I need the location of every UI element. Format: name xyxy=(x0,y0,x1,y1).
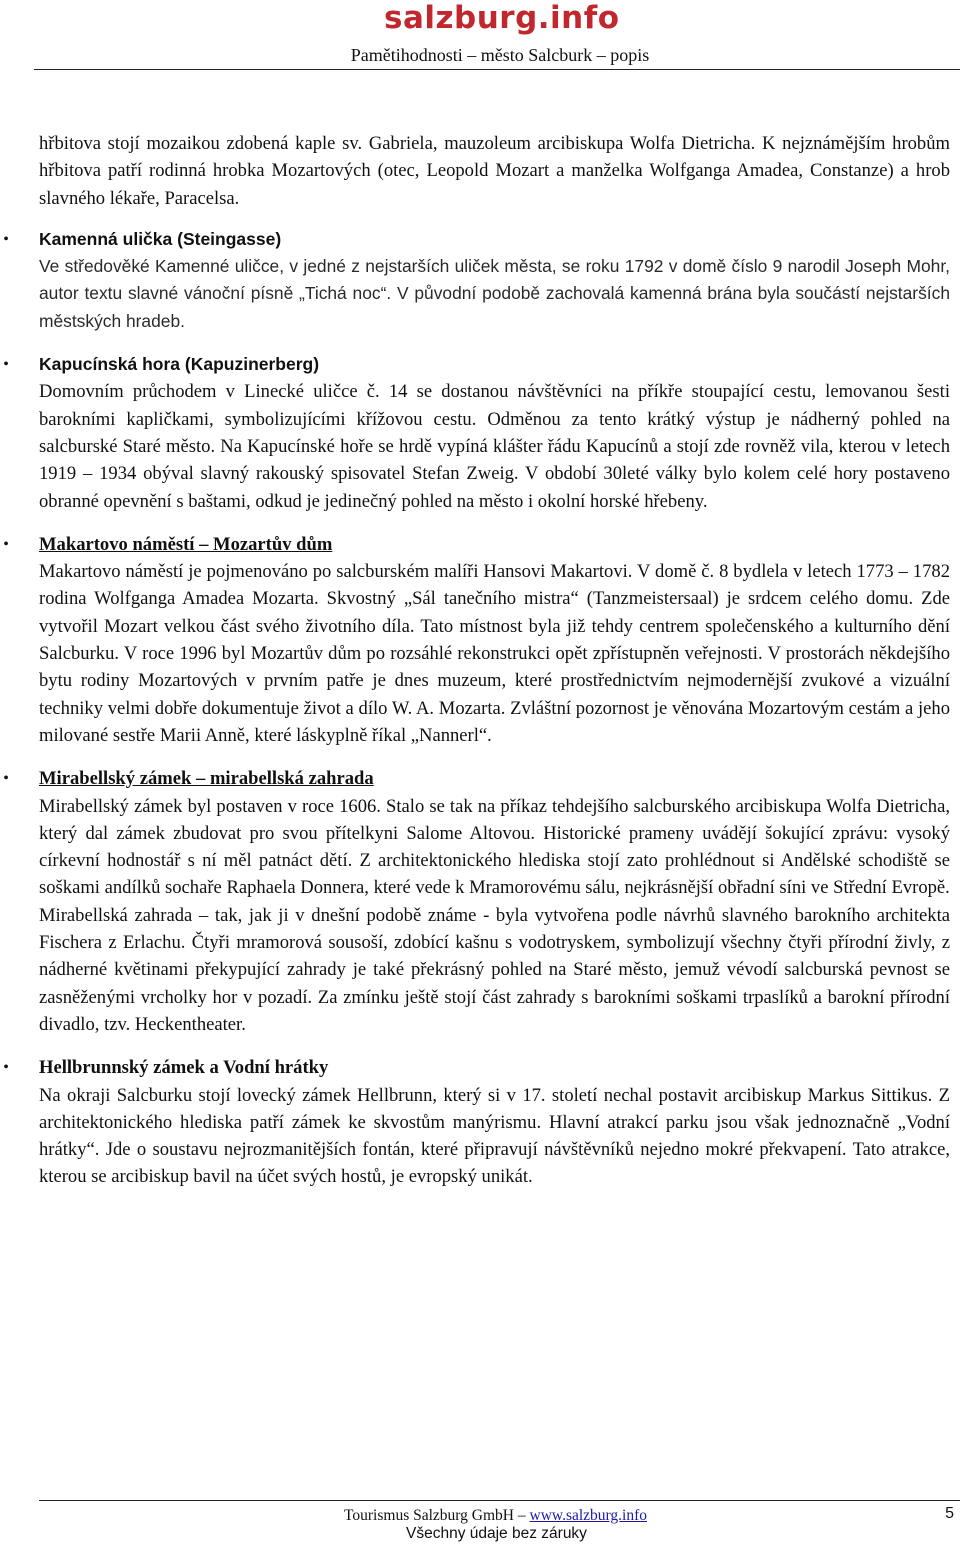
footer-website-link[interactable]: www.salzburg.info xyxy=(529,1507,648,1524)
page-number: 5 xyxy=(945,1505,954,1522)
footer-disclaimer: Všechny údaje bez záruky xyxy=(406,1525,587,1542)
section-mirabell xyxy=(3,765,950,1038)
section-text: Makartovo náměstí je pojmenováno po salcburském malíři Hansovi Makartovi. V domě č. 8 bydlela v letech 1773 – 1782 rodina Wolfganga Amadea Mozarta. Skvostný „Sál tanečního mistra“ (Tanzmeistersaal) je srdcem celého domu. Zde vytvořil Mozart velkou část svého životního díla. Tato místnost byla již tehdy centrem společenského a kulturního dění Salcburku. V roce 1996 byl Mozartův dům po rozsáhlé rekonstrukci opět zpřístupněn veřejnosti. V prostorách někdejšího bytu rodiny Mozartových v prvním patře je dnes muzeum, které prostřednictvím nejmodernější zvukové a vizuální techniky velmi dobře dokumentuje život a dílo W. A. Mozarta. Zvláštní pozornost je věnována Mozartovým cestám a jeho milované sestře Marii Anně, které láskyplně říkal „Nannerl“. xyxy=(39,561,950,746)
section-makartplatz xyxy=(3,531,950,749)
section-heading: Kapucínská hora (Kapuzinerberg) xyxy=(39,354,320,375)
intro-paragraph: hřbitova stojí mozaikou zdobená kaple sv. Gabriela, mauzoleum arcibiskupa Wolfa Dietricha. K nejznámějším hrobům hřbitova patří rodinná hrobka Mozartových (otec, Leopold Mozart a manželka Wolfganga Amadea, Constanze) a hrob slavného lékaře, Paracelsa. xyxy=(39,133,950,209)
salzburg-info-logo: salzburg.info xyxy=(384,0,620,36)
footer-company xyxy=(344,1507,647,1525)
header-divider xyxy=(34,69,960,70)
bullet-icon: • xyxy=(3,230,9,248)
page-subtitle: Pamětihodnosti – město Salcburk – popis xyxy=(350,45,650,65)
section-text-garden: Mirabellská zahrada – tak, jak ji v dnešní podobě známe - byla vytvořena podle návrhů slavného barokního architekta Fischera z Erlachu. Čtyři mramorová sousoší, zdobící kašnu s vodotryskem, symbolizují všechny čtyři přírodní živly, z nádherné květinami překypující zahrady je také překrásný pohled na Staré město, jemuž vévodí salcburská pevnost se zasněženými vrcholky hor v pozadí. Za zmínku ještě stojí část zahrady s barokními soškami trpaslíků a barokní přírodní divadlo, tzv. Heckentheater. xyxy=(39,904,950,1035)
bullet-icon: • xyxy=(3,356,9,374)
bullet-icon: • xyxy=(3,535,9,553)
section-hellbrunn xyxy=(3,1054,950,1190)
section-text: Mirabellský zámek byl postaven v roce 1606. Stalo se tak na příkaz tehdejšího salcburského arcibiskupa Wolfa Dietricha, který dal zámek zbudovat pro svou přítelkyni Salome Altovou. Historické prameny uvádějí šokující zprávu: vysoký církevní hodnostář s ní měl patnáct dětí. Z architektonického hlediska stojí zato prohlédnout si Andělské schodiště se soškami andílků sochaře Raphaela Donnera, které vede k Mramorovému sálu, nejkrásnější obřadní síni ve Střední Evropě. xyxy=(39,795,950,899)
section-heading: Hellbrunnský zámek a Vodní hrátky xyxy=(39,1057,329,1079)
footer-divider xyxy=(39,1500,960,1501)
section-text: Na okraji Salcburku stojí lovecký zámek Hellbrunn, který si v 17. století nechal postavit arcibiskup Markus Sittikus. Z architektonického hlediska patří zámek ke skvostům manýrismu. Hlavní atrakcí parku jsou však jednoznačně „Vodní hrátky“. Jde o soustavu nejrozmanitějších fontán, které připravují návštěvníků nejedno mokré překvapení. Tato atrakce, kterou se arcibiskup bavil na účet svých hostů, je evropský unikát. xyxy=(39,1084,950,1188)
section-heading: Mirabellský zámek – mirabellská zahrada xyxy=(39,768,374,790)
section-text: Ve středověké Kamenné uličce, v jedné z nejstarších uliček města, se roku 1792 v domě číslo 9 narodil Joseph Mohr, autor textu slavné vánoční písně „Tichá noc“. V původní podobě zachovalá kamenná brána byla součástí nejstarších městských hradeb. xyxy=(39,256,950,331)
section-heading: Makartovo náměstí – Mozartův dům xyxy=(39,533,333,555)
section-kapuzinerberg xyxy=(3,351,950,515)
document-body xyxy=(3,130,950,1191)
footer-company-name: Tourismus Salzburg GmbH – xyxy=(344,1507,530,1524)
bullet-icon: • xyxy=(3,770,9,788)
section-heading: Kamenná ulička (Steingasse) xyxy=(39,228,282,249)
bullet-icon: • xyxy=(3,1059,9,1077)
page-header xyxy=(0,0,960,70)
section-text: Domovním průchodem v Linecké uličce č. 14 se dostanou návštěvníci na příkře stoupající cestu, lemovanou šesti barokními kapličkami, symbolizujícími křížovou cestu. Odměnou za tento krátký výstup je nádherný pohled na salcburské Staré město. Na Kapucínské hoře se hrdě vypíná klášter řádu Kapucínů a stojí zde rovněž vila, kterou v letech 1919 – 1934 obýval slavný rakouský spisovatel Stefan Zweig. V období 30leté války bylo kolem celé hory postaveno obranné opevnění s baštami, odkud je jedinečný pohled na město i okolní horské hřebeny. xyxy=(39,381,950,512)
section-steingasse xyxy=(3,226,950,335)
